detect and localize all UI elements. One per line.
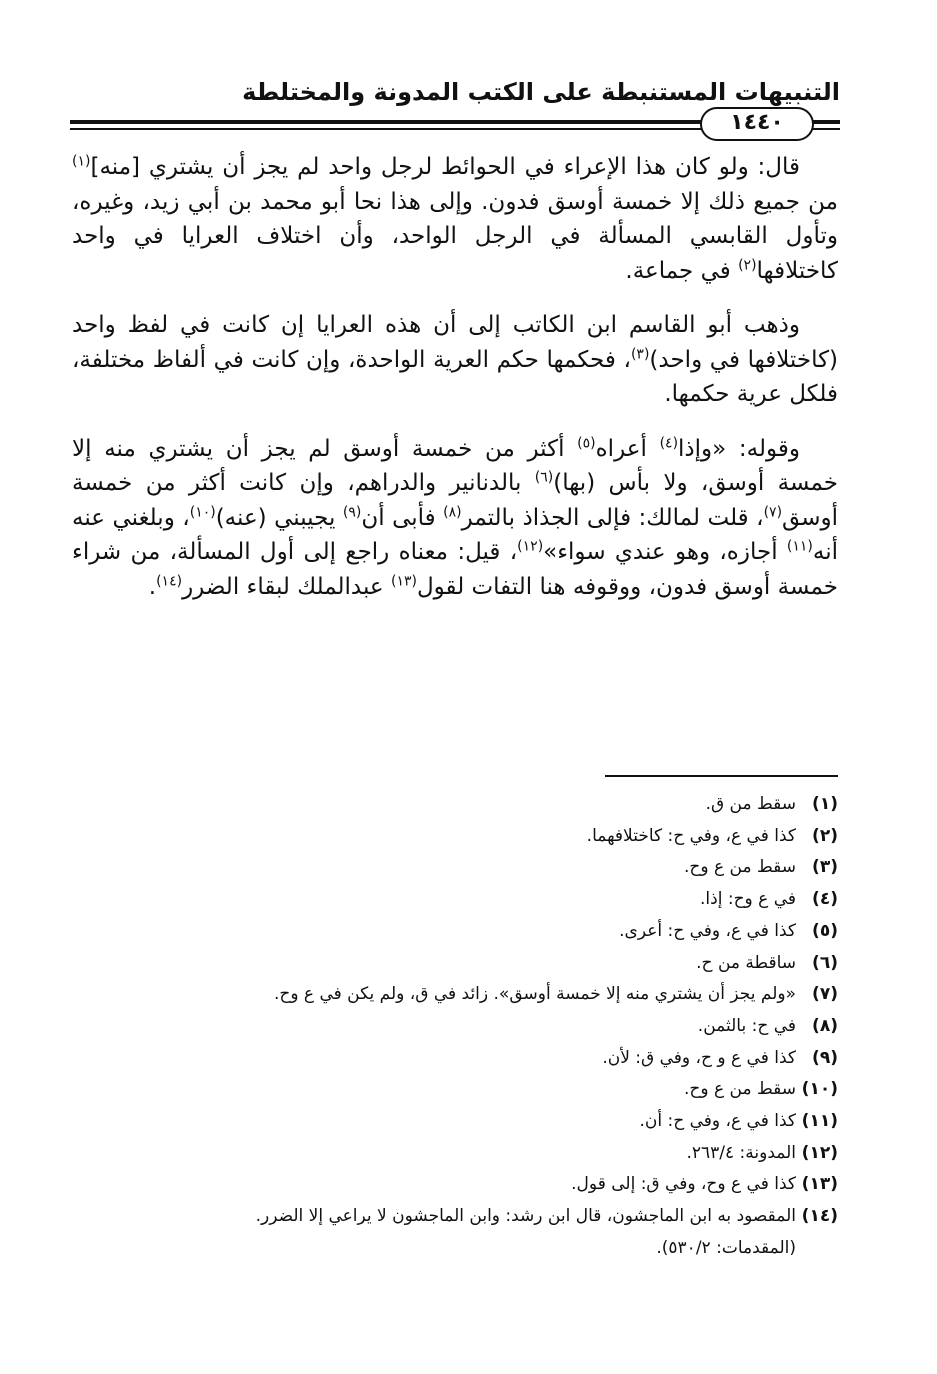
footnote-item	[72, 1201, 838, 1233]
footnote-marker: (٣)	[630, 345, 650, 362]
footnote-text: كذا في ع وح، وفي ق: إلى قول.	[571, 1174, 796, 1195]
footnote-number: (٨)	[812, 1015, 838, 1036]
footnote-item	[72, 1138, 838, 1170]
footnote-text: كذا في ع، وفي ح: أن.	[639, 1111, 796, 1132]
footnote-item	[72, 1169, 838, 1201]
footnote-marker: (٦)	[534, 469, 554, 486]
footnote-number: (١١)	[801, 1111, 838, 1132]
page-number: ١٤٤٠	[700, 107, 814, 141]
footnote-number: (٩)	[812, 1047, 838, 1068]
footnote-text: كذا في ع و ح، وفي ق: لأن.	[602, 1047, 796, 1068]
text-segment: أجازه، وهو عندي سواء»	[543, 539, 787, 565]
footnote-number: (١٠)	[801, 1079, 838, 1100]
text-segment: ، قيل: معناه راجع إلى أول المسألة، من شراء خمسة أوسق فدون، ووقوفه هنا التفات لقول	[72, 539, 838, 600]
footnotes-list	[72, 789, 838, 1265]
footnote-text: كذا في ع، وفي ح: كاختلافهما.	[586, 825, 796, 846]
footnote-marker: (١٢)	[517, 538, 544, 555]
footnote-text: ساقطة من ح.	[696, 952, 796, 973]
footnote-marker: (٨)	[443, 503, 462, 520]
footnote-text: سقط من ع وح.	[684, 1079, 796, 1100]
text-segment: ، قلت لمالك: فإلى الجذاذ بالتمر	[461, 504, 764, 531]
text-segment: في جماعة.	[625, 257, 739, 284]
footnote-item	[72, 1106, 838, 1138]
text-segment: بالدنانير والدراهم، وإن كانت أكثر من خمسة أوسق	[72, 470, 838, 531]
footnote-item	[72, 821, 838, 853]
footnote-text: سقط من ق.	[705, 794, 796, 814]
footnote-marker: (٩)	[342, 503, 362, 520]
footnote-item	[72, 789, 838, 821]
footnote-text: سقط من ع وح.	[684, 857, 796, 878]
footnote-text: في ح: بالثمن.	[697, 1015, 796, 1036]
footnote-item	[72, 884, 838, 916]
footnote-text: «ولم يجز أن يشتري منه إلا خمسة أوسق». زائد في ق، ولم يكن في ع وح.	[273, 984, 796, 1005]
footnote-number: (٦)	[812, 952, 838, 973]
footnote-number: (٣)	[812, 857, 838, 878]
main-text	[72, 150, 838, 604]
footnote-text: المدونة: ٢٦٣/٤.	[686, 1142, 796, 1163]
footnote-number: (١)	[812, 794, 838, 814]
footnote-separator	[605, 775, 838, 777]
text-segment: أعراه	[595, 435, 660, 462]
footnote-marker: (١٤)	[156, 572, 183, 589]
footnote-number: (٤)	[812, 889, 838, 910]
footnote-item	[72, 1043, 838, 1075]
footnote-continuation: (المقدمات: ٥٣٠/٢).	[656, 1237, 796, 1258]
text-segment: عبدالملك لبقاء الضرر	[182, 573, 391, 600]
text-segment: وقوله: «وإذا	[678, 435, 800, 462]
footnote-number: (٥)	[812, 920, 838, 941]
footnote-text: في ع وح: إذا.	[700, 889, 796, 910]
footnote-number: (١٤)	[801, 1206, 838, 1227]
footnote-marker: (١٠)	[189, 503, 216, 520]
paragraph	[72, 308, 838, 412]
footnote-marker: (٢)	[738, 256, 757, 273]
footnote-item	[72, 852, 838, 884]
text-segment: فأبى أن	[361, 504, 444, 531]
text-segment: يجيبني (عنه)	[215, 504, 343, 531]
footnote-item	[72, 948, 838, 980]
text-segment: وذهب أبو القاسم ابن الكاتب إلى أن هذه العرايا إن كانت في لفظ واحد (كاختلافها في واحد)	[72, 312, 839, 373]
footnote-marker: (١١)	[786, 538, 813, 555]
footnote-item	[72, 1074, 838, 1106]
footnote-marker: (١٣)	[390, 572, 417, 589]
footnote-marker: (١)	[72, 153, 91, 170]
footnote-number: (١٢)	[801, 1142, 838, 1163]
footnote-number: (١٣)	[801, 1174, 838, 1195]
text-segment: أكثر من خمسة أوسق لم يجز أن يشتري منه إلا خمسة أوسق، ولا بأس (بها)	[72, 435, 838, 496]
text-segment: قال: ولو كان هذا الإعراء في الحوائط لرجل واحد لم يجز أن يشتري [منه]	[90, 154, 800, 180]
footnote-number: (٢)	[812, 825, 838, 846]
footnote-text: المقصود به ابن الماجشون، قال ابن رشد: وابن الماجشون لا يراعي إلا الضرر.	[255, 1206, 796, 1227]
footnote-number: (٧)	[812, 984, 838, 1005]
footnote-marker: (٤)	[659, 434, 679, 451]
running-title: التنبيهات المستنبطة على الكتب المدونة والمختلطة	[242, 78, 840, 106]
paragraph	[72, 150, 838, 288]
footnote-marker: (٥)	[577, 434, 596, 451]
footnote-item	[72, 1011, 838, 1043]
footnote-marker: (٧)	[763, 503, 783, 520]
footnote-text: كذا في ع، وفي ح: أعرى.	[619, 920, 796, 941]
text-segment: ، وبلغني عنه أنه	[72, 504, 839, 565]
text-segment: .	[148, 573, 157, 600]
paragraph	[72, 432, 838, 605]
footnote-item	[72, 979, 838, 1011]
footnote-item	[72, 916, 838, 948]
text-segment: ، فحكمها حكم العرية الواحدة، وإن كانت في ألفاظ مختلفة، فلكل عرية حكمها.	[72, 346, 838, 407]
text-segment: من جميع ذلك إلا خمسة أوسق فدون. وإلى هذا نحا أبو محمد بن أبي زيد، وغيره، وتأول القابسي المسألة في الرجل الواحد، وأن اختلاف العرايا في واحد كاختلافها	[72, 188, 838, 284]
